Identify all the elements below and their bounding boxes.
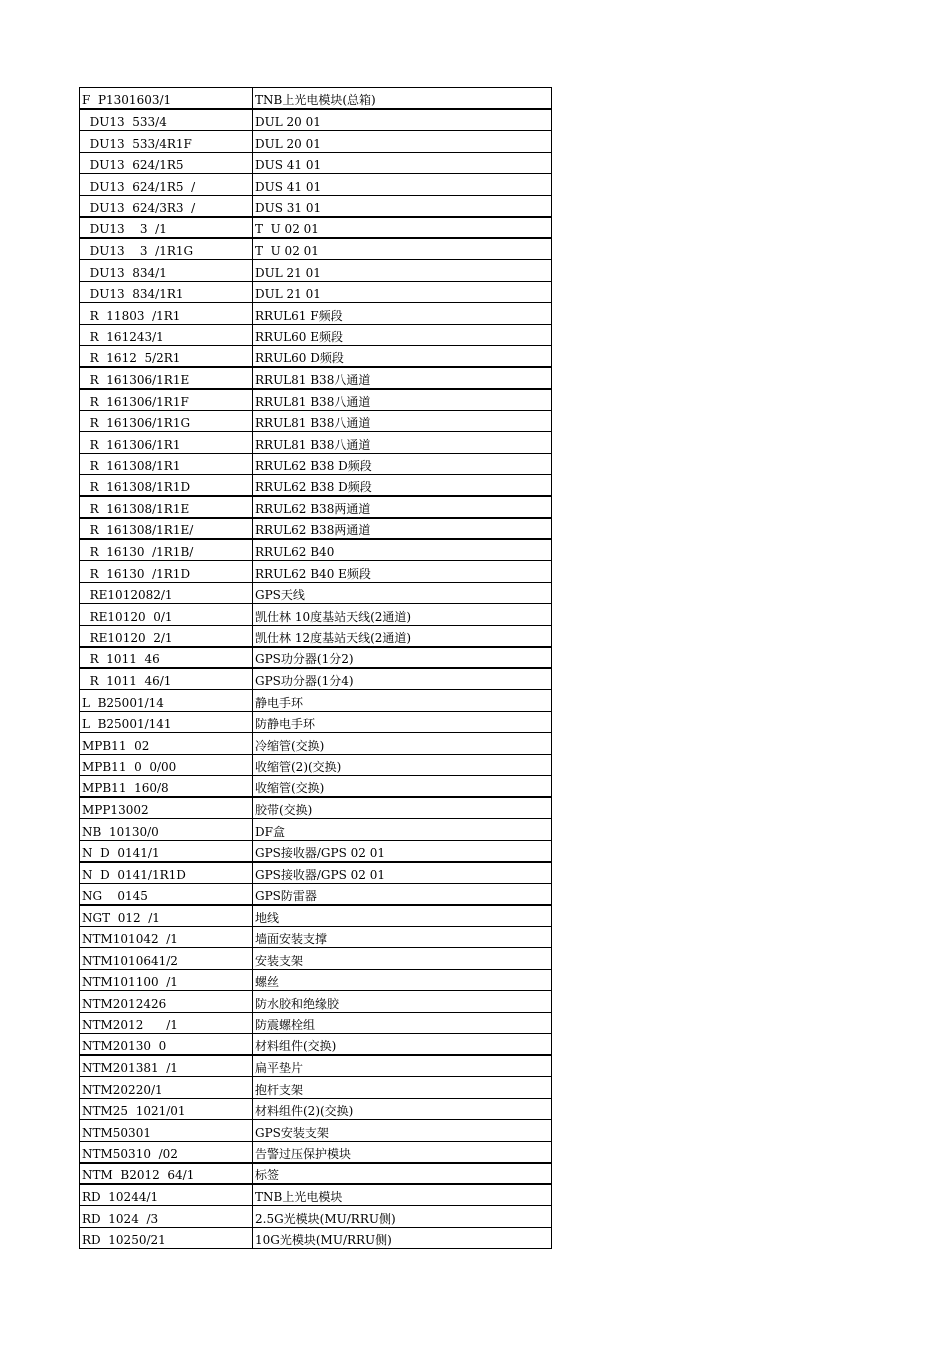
part-code-cell: R 11803 /1R1 [80,303,253,325]
table-row [80,217,552,239]
table-row [80,625,552,647]
table-row [80,991,552,1013]
part-description-cell: RRUL62 B38两通道 [253,496,552,518]
table-row [80,238,552,260]
part-code-cell: N D 0141/1 [80,840,253,862]
part-code-cell: R 16130 /1R1B/ [80,539,253,561]
part-description-cell: 抱杆支架 [253,1077,552,1099]
part-code-cell: RD 10244/1 [80,1184,253,1206]
part-description-cell: RRUL81 B38八通道 [253,410,552,432]
part-code-cell: RD 1024 /3 [80,1206,253,1228]
table-row [80,668,552,690]
part-code-cell: NTM2012 /1 [80,1012,253,1034]
part-description-cell: T U 02 01 [253,217,552,239]
part-description-cell: 冷缩管(交换) [253,733,552,755]
part-description-cell: T U 02 01 [253,238,552,260]
table-row [80,475,552,497]
part-code-cell: R 1612 5/2R1 [80,346,253,368]
part-code-cell: R 161306/1R1F [80,389,253,411]
part-code-cell: R 161306/1R1G [80,410,253,432]
part-code-cell: DU13 533/4R1F [80,131,253,153]
part-description-cell: DUS 41 01 [253,174,552,196]
part-code-cell: R 161308/1R1E [80,496,253,518]
part-description-cell: 2.5G光模块(MU/RRU侧) [253,1206,552,1228]
part-description-cell: 凯仕林 10度基站天线(2通道) [253,604,552,626]
table-row [80,711,552,733]
part-code-cell: NTM20220/1 [80,1077,253,1099]
part-description-cell: RRUL62 B38两通道 [253,518,552,540]
part-description-cell: GPS接收器/GPS 02 01 [253,862,552,884]
part-code-cell: NGT 012 /1 [80,905,253,927]
part-description-cell: DF盒 [253,819,552,841]
table-row [80,131,552,153]
table-row [80,582,552,604]
part-description-cell: 墙面安装支撑 [253,926,552,948]
part-code-cell: NTM50301 [80,1120,253,1142]
part-code-cell: R 1011 46/1 [80,668,253,690]
table-row [80,926,552,948]
part-description-cell: RRUL61 F频段 [253,303,552,325]
part-code-cell: L B25001/14 [80,690,253,712]
part-code-cell: NTM25 1021/01 [80,1098,253,1120]
part-code-cell: R 161306/1R1 [80,432,253,454]
part-code-cell: DU13 834/1R1 [80,281,253,303]
part-code-cell: RE10120 2/1 [80,625,253,647]
part-description-cell: GPS防雷器 [253,883,552,905]
part-code-cell: DU13 3 /1 [80,217,253,239]
part-description-cell: DUS 41 01 [253,152,552,174]
part-description-cell: 安装支架 [253,948,552,970]
part-description-cell: RRUL62 B38 D频段 [253,475,552,497]
part-description-cell: 防静电手环 [253,711,552,733]
table-row [80,819,552,841]
part-code-cell: N D 0141/1R1D [80,862,253,884]
table-row [80,1012,552,1034]
table-row [80,518,552,540]
part-description-cell: GPS天线 [253,582,552,604]
part-description-cell: GPS接收器/GPS 02 01 [253,840,552,862]
part-description-cell: RRUL60 D频段 [253,346,552,368]
part-code-cell: R 161243/1 [80,324,253,346]
part-code-cell: L B25001/141 [80,711,253,733]
part-code-cell: MPB11 0 0/00 [80,754,253,776]
table-row [80,281,552,303]
table-row [80,346,552,368]
part-description-cell: 10G光模块(MU/RRU侧) [253,1227,552,1249]
table-row [80,561,552,583]
table-row [80,1034,552,1056]
table-row [80,1120,552,1142]
part-description-cell: DUL 20 01 [253,131,552,153]
part-description-cell: RRUL62 B38 D频段 [253,453,552,475]
part-description-cell: RRUL81 B38八通道 [253,432,552,454]
table-row [80,1206,552,1228]
part-description-cell: 标签 [253,1163,552,1185]
part-description-cell: 胶带(交换) [253,797,552,819]
table-row [80,1098,552,1120]
part-description-cell: DUL 20 01 [253,109,552,131]
table-row [80,797,552,819]
table-row [80,303,552,325]
table-row [80,539,552,561]
table-row [80,174,552,196]
table-row [80,948,552,970]
table-row [80,389,552,411]
part-code-cell: R 161306/1R1E [80,367,253,389]
table-row [80,453,552,475]
table-row [80,754,552,776]
part-code-cell: NTM1010641/2 [80,948,253,970]
part-code-cell: NTM201381 /1 [80,1055,253,1077]
part-code-cell: DU13 834/1 [80,260,253,282]
part-code-cell: MPB11 160/8 [80,776,253,798]
part-code-cell: R 1011 46 [80,647,253,669]
part-code-cell: RD 10250/21 [80,1227,253,1249]
part-code-cell: NTM2012426 [80,991,253,1013]
table-row [80,862,552,884]
part-description-cell: 扁平垫片 [253,1055,552,1077]
part-description-cell: TNB上光电模块(总箱) [253,88,552,110]
part-description-cell: RRUL62 B40 [253,539,552,561]
parts-table [79,87,552,1249]
part-code-cell: DU13 624/1R5 [80,152,253,174]
part-description-cell: 防震螺栓组 [253,1012,552,1034]
part-description-cell: 告警过压保护模块 [253,1141,552,1163]
part-description-cell: GPS功分器(1分2) [253,647,552,669]
table-row [80,647,552,669]
part-description-cell: GPS功分器(1分4) [253,668,552,690]
part-code-cell: NTM101042 /1 [80,926,253,948]
part-code-cell: R 16130 /1R1D [80,561,253,583]
part-code-cell: DU13 624/1R5 / [80,174,253,196]
table-row [80,883,552,905]
table-row [80,733,552,755]
part-description-cell: 地线 [253,905,552,927]
table-row [80,88,552,110]
table-row [80,1077,552,1099]
table-row [80,432,552,454]
table-row [80,496,552,518]
table-row [80,969,552,991]
part-code-cell: NG 0145 [80,883,253,905]
part-code-cell: NTM B2012 64/1 [80,1163,253,1185]
part-code-cell: MPB11 02 [80,733,253,755]
table-row [80,1184,552,1206]
part-code-cell: MPP13002 [80,797,253,819]
table-row [80,604,552,626]
part-description-cell: 螺丝 [253,969,552,991]
part-code-cell: RE1012082/1 [80,582,253,604]
table-row [80,367,552,389]
part-description-cell: TNB上光电模块 [253,1184,552,1206]
part-description-cell: 静电手环 [253,690,552,712]
part-description-cell: DUL 21 01 [253,281,552,303]
part-description-cell: 防水胶和绝缘胶 [253,991,552,1013]
part-description-cell: 收缩管(2)(交换) [253,754,552,776]
table-row [80,840,552,862]
part-code-cell: NTM50310 /02 [80,1141,253,1163]
table-row [80,1055,552,1077]
table-row [80,1141,552,1163]
part-description-cell: DUL 21 01 [253,260,552,282]
part-code-cell: DU13 624/3R3 / [80,195,253,217]
table-row [80,260,552,282]
part-code-cell: DU13 3 /1R1G [80,238,253,260]
part-code-cell: RE10120 0/1 [80,604,253,626]
part-description-cell: RRUL60 E频段 [253,324,552,346]
table-row [80,109,552,131]
table-row [80,410,552,432]
part-description-cell: 收缩管(交换) [253,776,552,798]
table-row [80,1227,552,1249]
part-description-cell: 材料组件(交换) [253,1034,552,1056]
part-code-cell: R 161308/1R1D [80,475,253,497]
table-row [80,152,552,174]
part-description-cell: GPS安装支架 [253,1120,552,1142]
table-row [80,776,552,798]
part-code-cell: NTM101100 /1 [80,969,253,991]
part-description-cell: RRUL81 B38八通道 [253,367,552,389]
part-description-cell: 凯仕林 12度基站天线(2通道) [253,625,552,647]
part-description-cell: DUS 31 01 [253,195,552,217]
table-row [80,1163,552,1185]
table-row [80,905,552,927]
table-row [80,195,552,217]
part-description-cell: RRUL62 B40 E频段 [253,561,552,583]
part-description-cell: RRUL81 B38八通道 [253,389,552,411]
part-code-cell: R 161308/1R1 [80,453,253,475]
part-code-cell: F P1301603/1 [80,88,253,110]
part-code-cell: DU13 533/4 [80,109,253,131]
table-row [80,324,552,346]
part-description-cell: 材料组件(2)(交换) [253,1098,552,1120]
part-code-cell: NB 10130/0 [80,819,253,841]
table-row [80,690,552,712]
part-code-cell: NTM20130 0 [80,1034,253,1056]
part-code-cell: R 161308/1R1E/ [80,518,253,540]
